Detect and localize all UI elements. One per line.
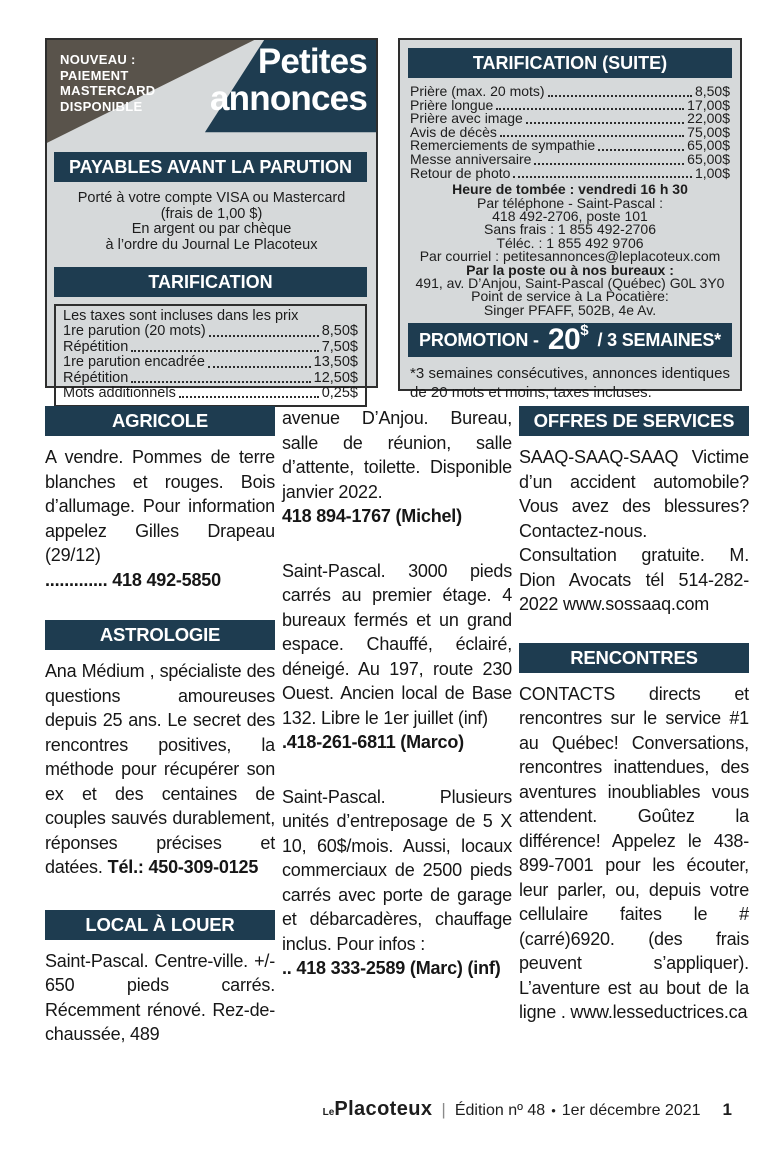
price-label: Prière (max. 20 mots)	[410, 83, 545, 99]
ad-phone: ............. 418 492-5850	[45, 569, 221, 590]
price-value: 1,00$	[694, 164, 730, 181]
new-payment-banner	[60, 52, 155, 114]
price-label: Répétition	[63, 338, 129, 355]
toll-free-line: Sans frais : 1 855 492-2706	[483, 221, 656, 238]
brand-placoteux: Placoteux	[334, 1098, 433, 1120]
page-footer	[0, 1098, 768, 1121]
footer-bullet: •	[551, 1103, 556, 1118]
tarification-header-bar: TARIFICATION	[54, 267, 367, 297]
price-row	[63, 324, 358, 339]
ad-local-3000	[282, 559, 512, 755]
fax-line: Téléc. : 1 855 492 9706	[496, 234, 644, 251]
footer-divider: |	[441, 1100, 446, 1119]
ad-entreposage	[282, 785, 512, 981]
dollar-sign: $	[580, 321, 589, 339]
banner-line: MASTERCARD	[60, 83, 156, 98]
price-value: 12,50$	[313, 369, 358, 386]
payables-text	[47, 182, 376, 253]
price-value: 65,00$	[687, 150, 730, 167]
dot-leader	[496, 108, 684, 110]
dot-leader	[131, 350, 318, 352]
dot-leader	[131, 381, 310, 383]
ad-phone: 418 894-1767 (Michel)	[282, 506, 462, 526]
petites-annonces-title	[210, 43, 367, 117]
price-label: Messe anniversaire	[410, 150, 532, 167]
dot-leader	[209, 335, 319, 337]
ad-phone: .418-261-6811 (Marco)	[282, 732, 464, 752]
masthead	[47, 40, 376, 146]
price-label: 1re parution encadrée	[63, 354, 205, 371]
page-number: 1	[722, 1100, 732, 1119]
banner-line: NOUVEAU :	[60, 52, 136, 67]
price-row	[410, 164, 730, 181]
price-label: 1re parution (20 mots)	[63, 323, 206, 340]
ad-body: Saint-Pascal. Centre-ville. +/- 650 pieds carrés. Récemment rénové. Rez-de-chaussée, 489	[45, 950, 275, 1044]
dot-leader	[534, 163, 684, 165]
brand-le: Le	[322, 1107, 335, 1118]
price-value: 0,25$	[321, 385, 358, 402]
price-label: Avis de décès	[410, 123, 497, 140]
deadline-line: Heure de tombée : vendredi 16 h 30	[452, 181, 688, 198]
address-line: 491, av. D’Anjou, Saint-Pascal (Québec) G0L 3Y0	[415, 275, 725, 291]
dot-leader	[208, 366, 311, 368]
promotion-footnote: *3 semaines consécutives, annonces identiques de 20 mots et moins, taxes incluses.	[410, 365, 730, 401]
section-header-agricole: AGRICOLE	[45, 406, 275, 436]
ad-offres-de-services	[519, 406, 749, 617]
title-line: Petites	[257, 42, 367, 81]
payables-line: En argent ou par chèque	[131, 221, 292, 237]
payables-line: (frais de 1,00 $)	[160, 205, 263, 222]
price-label: Retour de photo	[410, 164, 511, 181]
service-point-line: Point de service à La Pocatière:	[471, 288, 669, 305]
price-label: Prière avec image	[410, 110, 523, 127]
dot-leader	[513, 176, 692, 178]
price-label: Prière longue	[410, 96, 494, 113]
phone-line: 418 492-2706, poste 101	[492, 207, 648, 224]
ad-body: A vendre. Pommes de terre blanches et rouges. Bois d’allumage. Pour information appelez Gilles Drapeau (29/12)	[45, 447, 275, 565]
dot-leader	[548, 95, 692, 97]
price-value: 13,50$	[313, 354, 358, 371]
ad-body: CONTACTS directs et rencontres sur le service #1 au Québec! Conversations, rencontres inattendues, des aventures inoubliables vous attendent. Goûtez la différence! Appelez le 438-899-7001 pour les écouter, leur parler, ou, depuis votre cellulaire faites le #(carré)6920. (des frais peuvent s’appliquer). L’aventure est au bout de la ligne . www.lesseductrices.ca	[519, 683, 749, 1022]
price-value: 75,00$	[687, 123, 730, 140]
dot-leader	[598, 149, 684, 151]
ad-body: avenue D’Anjou. Bureau, salle de réunion, salle d’attente, toilette. Disponible janvier 2022.	[282, 408, 512, 502]
dot-leader	[526, 122, 684, 124]
tarification-suite-list	[400, 78, 740, 180]
dot-leader	[179, 396, 319, 398]
payables-header-bar: PAYABLES AVANT LA PARUTION	[54, 152, 367, 182]
section-header-astrologie: ASTROLOGIE	[45, 620, 275, 650]
price-row	[63, 371, 358, 386]
price-value: 8,50$	[321, 323, 358, 340]
tarification-note: Les taxes sont incluses dans les prix	[63, 308, 299, 324]
mail-header-line: Par la poste ou à nos bureaux :	[466, 261, 674, 278]
price-row	[63, 355, 358, 370]
left-info-box	[45, 38, 378, 402]
promotion-prefix: PROMOTION -	[419, 329, 539, 350]
payables-line: à l’ordre du Journal Le Placoteux	[105, 236, 318, 253]
promotion-amount: 20$	[547, 321, 589, 357]
ad-body: Saint-Pascal. 3000 pieds carrés au premier étage. 4 bureaux fermés et un grand espace. Chauffé, éclairé, déneigé. Au 197, route 230 Ouest. Ancien local de Base 132. Libre le 1er juillet (inf)	[282, 560, 512, 728]
price-value: 22,00$	[687, 110, 730, 127]
phone-intro-line: Par téléphone - Saint-Pascal :	[477, 194, 663, 211]
price-row	[63, 386, 358, 401]
promotion-banner	[408, 323, 732, 357]
top-section	[0, 0, 768, 402]
ad-phone: .. 418 333-2589 (Marc) (inf)	[282, 958, 501, 978]
ad-phone: Tél.: 450-309-0125	[107, 857, 259, 877]
price-label: Mots additionnels	[63, 385, 176, 402]
ad-agricole	[45, 406, 275, 592]
promotion-suffix: / 3 SEMAINES*	[597, 329, 721, 350]
email-line: Par courriel : petitesannonces@leplacoteux.com	[419, 248, 721, 265]
section-header-local-a-louer: LOCAL À LOUER	[45, 910, 275, 940]
banner-line: PAIEMENT	[60, 67, 129, 83]
service-point-line: Singer PFAFF, 502B, 4e Av.	[483, 301, 657, 318]
classifieds-section	[0, 391, 768, 1047]
ad-body: SAAQ-SAAQ-SAAQ Victime d’un accident automobile? Vous avez des blessures? Contactez-nous. Consultation gratuite. M. Dion Avocats tél 514-282-2022 www.sossaaq.com	[519, 447, 749, 614]
section-header-offres-de-services: OFFRES DE SERVICES	[519, 406, 749, 436]
edition-number: Édition nº 48	[454, 1102, 546, 1119]
ad-body: Saint-Pascal. Plusieurs unités d’entreposage de 5 X 10, 60$/mois. Aussi, locaux commerciaux de 2500 pieds carrés avec porte de garage et débarcadères, chauffage inclus. Pour infos :	[282, 786, 512, 954]
price-value: 17,00$	[687, 96, 730, 113]
classifieds-column-2	[282, 406, 512, 1047]
tarification-suite-header-bar: TARIFICATION (SUITE)	[408, 48, 732, 78]
payables-line: Porté à votre compte VISA ou Mastercard	[77, 190, 346, 206]
banner-line: DISPONIBLE	[60, 98, 143, 114]
classifieds-column-3	[519, 406, 749, 1047]
title-line: annonces	[210, 79, 367, 118]
contact-info	[400, 180, 740, 317]
ad-body: Ana Médium , spécialiste des questions amoureuses depuis 25 ans. Le secret des rencontres positives, la méthode pour récupérer son ex et des centaines de couples sauvés durablement, réponses précises et datées. Tél.: 450-309-0125	[45, 661, 275, 877]
price-value: 7,50$	[321, 338, 358, 355]
ad-local-suite	[282, 406, 512, 529]
classifieds-column-1	[45, 406, 275, 1047]
price-row	[63, 340, 358, 355]
ad-astrologie	[45, 620, 275, 880]
tarification-list	[54, 304, 367, 407]
price-value: 8,50$	[694, 83, 730, 99]
right-info-box	[398, 38, 742, 401]
price-label: Remerciements de sympathie	[410, 137, 596, 154]
section-header-rencontres: RENCONTRES	[519, 643, 749, 673]
ad-rencontres	[519, 643, 749, 1025]
price-label: Répétition	[63, 369, 129, 386]
ad-local-a-louer	[45, 910, 275, 1047]
price-value: 65,00$	[687, 137, 730, 154]
edition-date: 1er décembre 2021	[561, 1102, 701, 1119]
